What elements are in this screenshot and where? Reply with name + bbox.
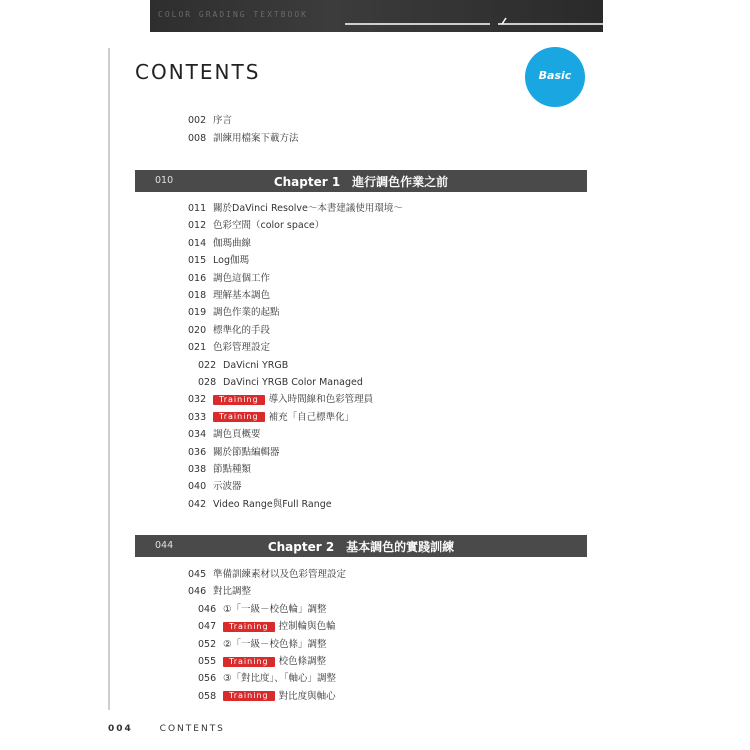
entry-page-number: 022: [198, 359, 217, 371]
entry-title: 調色這個工作: [213, 272, 271, 284]
training-entry: [198, 621, 336, 633]
entry-title: 色彩空間（color space）: [213, 220, 325, 232]
training-tag: Training: [223, 622, 275, 632]
entry-page-number: 036: [188, 446, 207, 458]
toc-entry: [198, 673, 336, 685]
entry-title: 理解基本調色: [213, 290, 271, 301]
entry-title: ②「一級－校色條」調整: [223, 638, 327, 650]
banner-text: COLOR GRADING TEXTBOOK: [158, 10, 308, 19]
header-banner: [150, 0, 603, 32]
entry-page-number: 014: [188, 237, 207, 249]
toc-entry: [188, 203, 403, 215]
toc-entry: [188, 133, 299, 145]
toc-entry: [198, 360, 288, 372]
toc-entry: [198, 377, 363, 389]
entry-page-number: 033: [188, 411, 207, 423]
entry-page-number: 020: [188, 324, 207, 336]
entry-title: 示波器: [213, 481, 242, 493]
chapter-header: [135, 170, 587, 192]
toc-entry: [188, 464, 251, 476]
entry-title: 伽瑪曲線: [213, 237, 252, 249]
footer-label: CONTENTS: [159, 724, 225, 734]
entry-page-number: 018: [188, 290, 207, 301]
toc-entry: [198, 604, 327, 616]
training-entry: [198, 691, 336, 703]
toc-entry: [188, 290, 270, 302]
toc-entry: [188, 447, 280, 459]
chapter-page-number: 044: [155, 540, 174, 551]
entry-page-number: 011: [188, 203, 207, 214]
toc-entry: [188, 325, 270, 337]
toc-entry: [188, 429, 261, 441]
page-number: 004: [108, 724, 133, 734]
entry-page-number: 028: [198, 377, 217, 388]
training-entry: [188, 394, 373, 406]
entry-page-number: 046: [188, 586, 207, 598]
entry-title: DaVicni YRGB: [223, 359, 289, 371]
entry-title: Log伽瑪: [213, 255, 249, 267]
chapter-title: Chapter 2 基本調色的實踐訓練: [267, 540, 455, 554]
training-entry: [198, 656, 326, 668]
toc-entry: [188, 273, 270, 285]
toc-entry: [188, 481, 242, 493]
toc-entry: [188, 255, 249, 267]
toc-entry: [188, 238, 251, 250]
toc-entry: [198, 639, 327, 651]
entry-title: 導入時間線和色彩管理員: [268, 394, 374, 406]
toc-entry: [188, 499, 332, 511]
margin-rule: [108, 48, 110, 710]
training-entry: [188, 412, 354, 424]
entry-title: ③「對比度」、「軸心」調整: [223, 673, 337, 685]
page-footer: [108, 724, 225, 734]
entry-title: 控制輪與色輪: [278, 621, 336, 633]
entry-title: 補充「自己標準化」: [268, 411, 355, 423]
toc-entry: [188, 342, 270, 354]
entry-title: Video Range與Full Range: [213, 498, 332, 510]
entry-title: 標準化的手段: [213, 324, 271, 336]
entry-page-number: 019: [188, 307, 207, 319]
chapter-header: [135, 535, 587, 557]
entry-page-number: 056: [198, 673, 217, 685]
badge-label: Basic: [538, 69, 572, 82]
toc-entry: [188, 220, 324, 232]
toc-entry: [188, 586, 251, 598]
entry-page-number: 034: [188, 429, 207, 441]
banner-decoration: [150, 0, 603, 32]
entry-title: 節點種類: [213, 464, 252, 475]
entry-title: 準備訓練素材以及色彩管理設定: [213, 569, 347, 580]
chapter-page-number: 010: [155, 175, 174, 186]
entry-page-number: 032: [188, 394, 207, 406]
training-tag: Training: [223, 691, 275, 701]
entry-title: 關於節點編輯器: [213, 446, 280, 458]
entry-page-number: 055: [198, 656, 217, 667]
entry-page-number: 015: [188, 255, 207, 267]
entry-page-number: 012: [188, 220, 207, 232]
entry-title: 校色條調整: [278, 656, 327, 667]
entry-page-number: 008: [188, 133, 207, 144]
toc-entry: [188, 115, 232, 127]
page-title: CONTENTS: [135, 60, 261, 84]
entry-page-number: 016: [188, 272, 207, 284]
toc-entry: [188, 307, 280, 319]
entry-page-number: 046: [198, 603, 217, 615]
entry-page-number: 058: [198, 690, 217, 702]
entry-page-number: 040: [188, 481, 207, 493]
toc-entry: [188, 569, 346, 581]
chapter-title: Chapter 1 進行調色作業之前: [273, 175, 449, 189]
entry-page-number: 021: [188, 342, 207, 354]
entry-page-number: 042: [188, 498, 207, 510]
entry-page-number: 038: [188, 464, 207, 475]
entry-page-number: 052: [198, 638, 217, 650]
entry-title: 色彩管理設定: [213, 342, 271, 354]
entry-title: 調色頁概要: [213, 429, 261, 441]
entry-page-number: 047: [198, 621, 217, 633]
entry-title: 調色作業的起點: [213, 307, 280, 319]
entry-title: 訓練用檔案下載方法: [213, 133, 299, 144]
entry-title: 關於DaVinci Resolve～本書建議使用環境～: [213, 203, 403, 214]
entry-page-number: 002: [188, 115, 207, 126]
basic-badge: [524, 46, 586, 108]
training-tag: Training: [223, 657, 275, 667]
entry-title: 對比調整: [213, 586, 252, 598]
entry-title: ①「一級－校色輪」調整: [223, 603, 327, 615]
entry-title: 序言: [213, 115, 233, 126]
entry-page-number: 045: [188, 569, 207, 580]
entry-title: 對比度與軸心: [278, 690, 336, 702]
training-tag: Training: [213, 412, 265, 422]
training-tag: Training: [213, 395, 265, 405]
entry-title: DaVinci YRGB Color Managed: [223, 377, 363, 388]
